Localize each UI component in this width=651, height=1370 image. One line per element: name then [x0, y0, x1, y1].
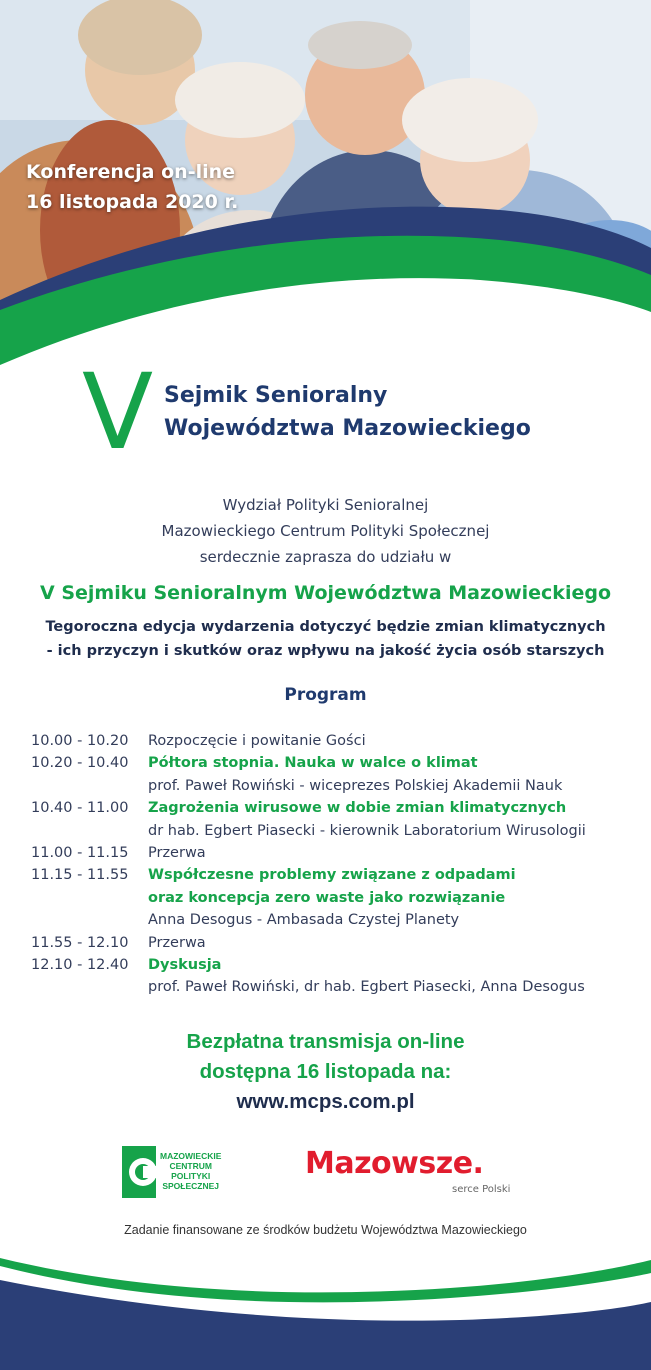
mcps-logo-line2: CENTRUM: [169, 1161, 212, 1171]
website-link[interactable]: www.mcps.com.pl: [236, 1090, 415, 1113]
schedule-time: 12.10 - 12.40: [31, 956, 129, 973]
schedule-row: [31, 820, 643, 842]
edition-theme-line2: - ich przyczyn i skutków oraz wpływu na jakość życia osób starszych: [46, 643, 605, 659]
schedule-time: 11.55 - 12.10: [31, 934, 129, 951]
mcps-logo-text: [160, 1151, 221, 1191]
hero-caption-line2: 16 listopada 2020 r.: [26, 191, 239, 213]
schedule-time: 11.15 - 11.55: [31, 867, 129, 884]
edition-theme-line1: Tegoroczna edycja wydarzenia dotyczyć będzie zmian klimatycznych: [45, 619, 606, 635]
schedule-speaker: prof. Paweł Rowiński - wiceprezes Polskiej Akademii Nauk: [148, 777, 563, 794]
transmission-line1: Bezpłatna transmisja on-line: [186, 1030, 465, 1053]
schedule-item: Półtora stopnia. Nauka w walce o klimat: [148, 755, 478, 772]
schedule-row: [31, 976, 643, 998]
event-name: V Sejmiku Senioralnym Województwa Mazowieckiego: [40, 582, 611, 604]
transmission-line2: dostępna 16 listopada na:: [199, 1060, 452, 1083]
event-title-line2: Województwa Mazowieckiego: [164, 416, 531, 441]
mazowsze-logo: [305, 1146, 535, 1202]
invitation-line1: Wydział Polityki Senioralnej: [222, 496, 429, 514]
schedule-item: Rozpoczęcie i powitanie Gości: [148, 733, 366, 749]
schedule-row: [31, 730, 643, 752]
schedule-time: 10.00 - 10.20: [31, 733, 129, 749]
schedule-row: [31, 909, 643, 931]
mcps-logo-line1: MAZOWIECKIE: [160, 1151, 222, 1161]
schedule-speaker: dr hab. Egbert Piasecki - kierownik Laboratorium Wirusologii: [148, 822, 586, 839]
invitation-line2: Mazowieckiego Centrum Polityki Społecznej: [161, 522, 490, 540]
schedule-item: oraz koncepcja zero waste jako rozwiązanie: [148, 889, 506, 906]
edition-numeral: V: [82, 351, 154, 473]
schedule-item: Przerwa: [148, 934, 206, 951]
schedule-time: 11.00 - 11.15: [31, 844, 129, 861]
schedule-row: [31, 954, 643, 976]
schedule-row: [31, 752, 643, 774]
transmission-info: [0, 1027, 651, 1087]
program-title: Program: [284, 685, 367, 705]
mazowsze-logo-word: Mazowsze.: [305, 1146, 484, 1181]
hero-caption-line1: Konferencja on-line: [26, 161, 236, 183]
schedule-time: 10.20 - 10.40: [31, 755, 129, 772]
schedule-time: 10.40 - 11.00: [31, 800, 129, 817]
schedule-row: [31, 842, 643, 864]
schedule-item: Przerwa: [148, 844, 206, 861]
schedule-row: [31, 887, 643, 909]
edition-theme: [0, 615, 651, 663]
schedule-row: [31, 797, 643, 819]
schedule-item: Zagrożenia wirusowe w dobie zmian klimatycznych: [148, 800, 567, 817]
mcps-logo-mark-icon: [120, 1142, 160, 1202]
schedule-row: [31, 932, 643, 954]
event-title-line1: Sejmik Senioralny: [164, 383, 388, 408]
schedule-row: [31, 864, 643, 886]
funding-note: Zadanie finansowane ze środków budżetu Województwa Mazowieckiego: [124, 1223, 527, 1237]
event-title: [164, 379, 531, 445]
schedule-speaker: Anna Desogus - Ambasada Czystej Planety: [148, 912, 460, 929]
event-title-block: [82, 351, 642, 473]
schedule-item: Dyskusja: [148, 956, 222, 973]
mcps-logo-line4: SPOŁECZNEJ: [162, 1181, 220, 1191]
schedule-row: [31, 775, 643, 797]
mazowsze-logo-tagline: serce Polski: [452, 1184, 511, 1195]
program-schedule: [31, 730, 643, 999]
schedule-item: Współczesne problemy związane z odpadami: [148, 867, 516, 884]
mcps-logo: [120, 1142, 250, 1202]
bottom-decorative-swoosh: [0, 1240, 651, 1370]
invitation-text: [0, 492, 651, 570]
mcps-logo-line3: POLITYKI: [171, 1171, 211, 1181]
invitation-line3: serdecznie zaprasza do udziału w: [199, 548, 452, 566]
schedule-speaker: prof. Paweł Rowiński, dr hab. Egbert Piasecki, Anna Desogus: [148, 979, 585, 996]
